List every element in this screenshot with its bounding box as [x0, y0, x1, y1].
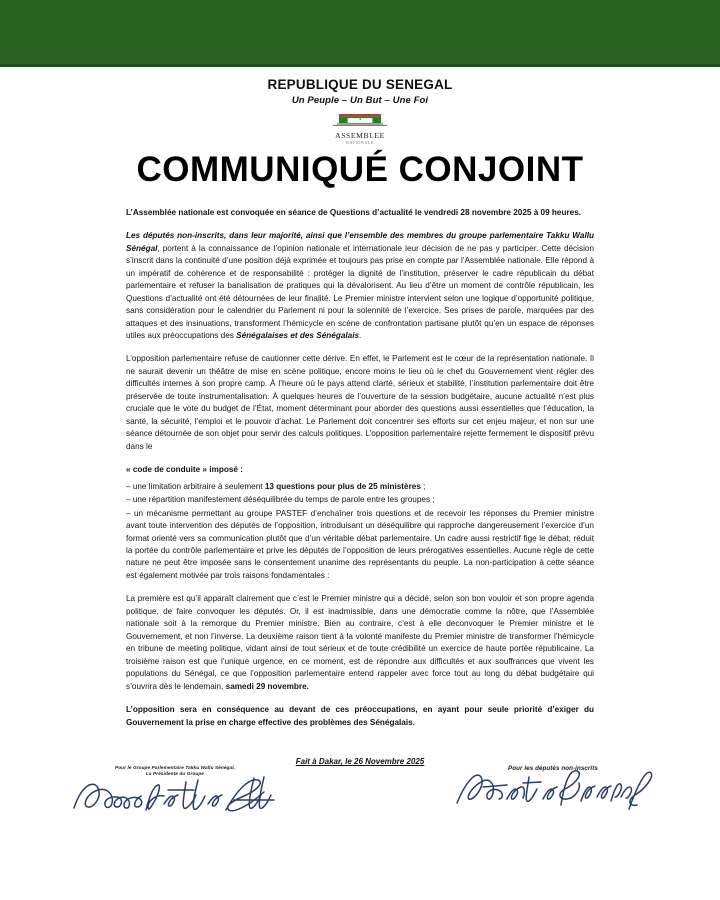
bullet-2-text: – une répartition manifestement déséquilibrée du temps de parole entre les groupes ; — [126, 495, 435, 505]
emblem-subcaption: NATIONALE — [345, 139, 375, 145]
code-de-conduite-heading: « code de conduite » imposé : — [126, 465, 243, 475]
right-signature-caption: Pour les députés non-inscrits — [508, 765, 598, 772]
signature-aissata-tall-sall-icon — [68, 774, 283, 820]
emblem-building-icon — [323, 111, 397, 131]
document-title: COMMUNIQUÉ CONJOINT — [136, 150, 584, 189]
signature-block-right — [438, 765, 668, 813]
republic-title: REPUBLIQUE DU SENEGAL — [267, 77, 453, 92]
header-green-band — [0, 0, 720, 64]
paragraph-conclusion: L’opposition sera en conséquence au devant de ces préoccupations, en ayant pour seule priorité d’exiger du Gouvernement la prise en charge effective des problèmes des Sénégalais. — [126, 705, 594, 727]
bullet-1-suffix: ; — [420, 481, 426, 491]
paragraph-opposition-refuse: L’opposition parlementaire refuse de cautionner cette dérive. En effet, le Parlement est le cœur de la représentation nationale. Il ne saurait devenir un théâtre de mise en scène politique, encore moins le lieu où le chef du Gouvernement vient régler des difficultés internes à son propre camp. À l’heure où le pays attend clarté, sérieux et stabilité, l’institution parlementaire doit être préservée de toute instrumentalisation. À quelques heures de l’ouverture de la session budgétaire, aucune actualité n’est plus cruciale que le vote du budget de l’État, moment déterminant pour aborder des questions aussi essentielles que l’éducation, la santé, la sécurité, l’emploi et le pouvoir d’achat. Le Parlement doit concentrer ses efforts sur cet enjeu majeur, et non sur une séance détournée de son objet pour servir des calculs politiques. L’opposition parlementaire rejette fermement le dispositif prévu dans le — [126, 354, 594, 451]
p2-body-text: , portent à la connaissance de l’opinion nationale et internationale leur décision de ne pas y participer. Cette décision s’inscrit dans la continuité d’une position déjà exprimée et toujours pas prise en compte par l’Assemblée nationale. Elle répond à un impératif de cohérence et de responsabilité : protéger la dignité de l’institution, préserver le cadre républicain du débat parlementaire et refuser la banalisation de pratiques qui la dévalorisent. Au lieu d’être un moment de contrôle républicain, les Questions d’actualité ont été détournées de leur finalité. Le Premier ministre intervient selon une logique d’opportunité politique, sans considération pour le calendrier du Parlement ni pour la solennité de l’exercice. Ses prises de parole, marquées par des attaques et des insinuations, transforment l’hémicycle en scène de confrontation partisane plutôt qu’en un espace de réponses utiles aux préoccupations des — [126, 243, 594, 340]
left-signature-caption-line1: Pour le Groupe Parlementaire Takku Wallu Sénégal, — [114, 765, 236, 770]
national-motto: Un Peuple – Un But – Une Foi — [291, 95, 429, 106]
bullet-item: – un mécanisme permettant au groupe PASTEF d’enchaîner trois questions et de recevoir les réponses du Premier ministre avant toute intervention des députés de l’opposition, introduisant un déséquilibre qui rapproche dangereusement l’exercice d’un format orienté vers sa communication plutôt que d’un véritable débat parlementaire. Un cadre aussi restrictif fige le débat, réduit la portée du contrôle parlementaire et prive les députés de l’opposition de leurs prérogatives essentielles. Aucune règle de cette nature ne peut être imposée sans le consentement unanime des représentants du peuple. La non-participation à cette séance est également motivée par trois raisons fondamentales : — [126, 508, 594, 580]
paragraph-trois-raisons — [126, 593, 594, 693]
document-body — [0, 207, 720, 729]
date-place-line: Fait à Dakar, le 26 Novembre 2025 — [295, 757, 425, 766]
bullet-1-prefix: – une limitation arbitraire à seulement — [126, 481, 265, 491]
paragraph-deputes-non-inscrits — [126, 230, 594, 342]
emblem-caption: ASSEMBLEE — [335, 131, 385, 140]
signature-anta-babacar-ngom-icon — [453, 767, 653, 813]
masthead — [0, 67, 720, 189]
left-signature-caption-line2: La Présidente du Groupe — [145, 771, 205, 777]
signature-zone — [0, 757, 720, 852]
paragraph-convocation: L’Assemblée nationale est convoquée en séance de Questions d’actualité le vendredi 28 novembre 2025 à 09 heures. — [126, 207, 582, 217]
signature-block-left — [60, 765, 290, 820]
bullet-item — [126, 494, 594, 506]
p2-bold-tail: Sénégalaises et des Sénégalais — [236, 330, 360, 340]
right-handwritten-signature — [438, 767, 668, 813]
assemblee-nationale-emblem — [323, 111, 397, 143]
p2-period: . — [359, 330, 362, 340]
p4-bold-tail: samedi 29 novembre. — [225, 681, 309, 691]
code-de-conduite-bullets — [126, 481, 594, 583]
bullet-item — [126, 481, 594, 493]
bullet-1-bold: 13 questions pour plus de 25 ministères — [264, 481, 421, 491]
p2-bold-intro: Les députés non-inscrits, dans leur majorité, ainsi que l’ensemble des membres du groupe parlementaire Takku Wallu Sénégal — [126, 231, 594, 253]
p4-main-text: La première est qu’il apparaît clairement que c’est le Premier ministre qui a décidé, selon son bon vouloir et son propre agenda politique, de faire convoquer les députés. Or, il est inadmissible, dans une démocratie comme la nôtre, que l’Assemblée nationale soit à la remorque du Premier ministre. Bien au contraire, c’est à elle deconvoquer le Premier ministre et le Gouvernement, et non l’inverse. La deuxième raison tient à la volonté manifeste du Premier ministre de transformer l’hémicycle en tribune de meeting politique, vidant ainsi de tout sérieux et de toute crédibilité un exercice de haute portée républicaine. La troisième raison est que l’unique urgence, en ce moment, est de répondre aux difficultés et aux souffrances que vivent les populations du Sénégal, ce que l’opposition parlementaire entend rappeler avec force tout au long du débat budgétaire qui s’ouvrira dès le lendemain, — [126, 594, 594, 691]
left-handwritten-signature — [60, 774, 290, 820]
